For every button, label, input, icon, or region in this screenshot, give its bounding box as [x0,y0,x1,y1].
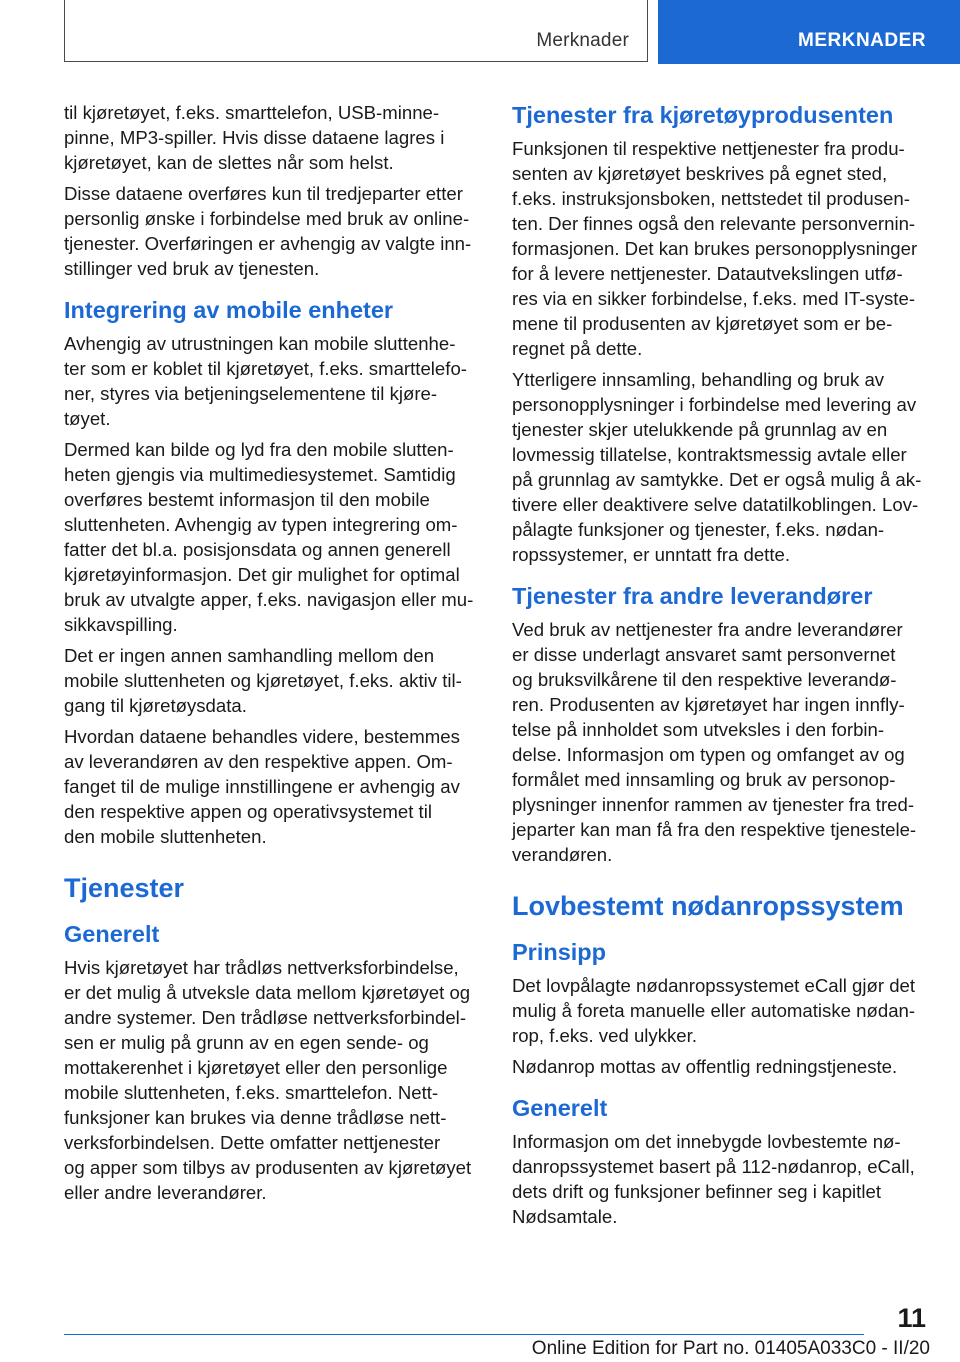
footer-divider [64,1334,864,1335]
paragraph: Ved bruk av nettjenester fra andre leverandører er disse underlagt ansvaret samt personvernet og bruksvilkårene til den respektive leverandø- ren. Produsenten av kjøretøyet har ingen innfly- telse på innholdet som utveksles i den forbin- delse. Informasjon om typen og omfanget av og formålet med innsamling og bruk av personop- plysninger innenfor rammen av tjenester fra tred- jeparter kan man få fra den respektive tjenestele- verandøren. [512,619,917,865]
paragraph: Ytterligere innsamling, behandling og bruk av personopplysninger i forbindelse med levering av tjenester skjer utelukkende på grunnlag av en lovmessig tillatelse, kontraktsmessig avtale eller på grunnlag av samtykke. Det er også mulig å ak- tivere eller deaktivere selve datatilkoblingen. Lov- pålagte funksjoner og tjenester, f.eks. nødan- ropssystemer, er unntatt fra dette. [512,369,922,565]
heading-general: Generelt [64,921,160,947]
left-column [64,100,482,1211]
heading-third-party-services: Tjenester fra andre leverandører [512,583,873,609]
section-label: Merknader [536,30,629,51]
paragraph: Nødanrop mottas av offentlig redningstjeneste. [512,1056,898,1077]
heading-mobile-integration: Integrering av mobile enheter [64,297,394,323]
paragraph: Funksjonen til respektive nettjenester fra produ- senten av kjøretøyet beskrives på egnet sted, f.eks. instruksjonsboken, nettstedet til produsen- ten. Der finnes også den relevante personvernin- formasjonen. Det kan brukes personopplysninger for å levere nettjenester. Datautvekslingen utfø- res via en sikker forbindelse, f.eks. med IT-syste- mene til produsenten av kjøretøyet som er be- regnet på dette. [512,138,918,359]
heading-principle: Prinsipp [512,939,607,965]
paragraph: Det er ingen annen samhandling mellom den mobile sluttenheten og kjøretøyet, f.eks. aktiv til- gang til kjøretøysdata. [64,645,462,716]
heading-general: Generelt [512,1095,608,1121]
section-tab: MERKNADER [658,0,960,64]
heading-manufacturer-services: Tjenester fra kjøretøyprodusenten [512,102,894,128]
paragraph: Dermed kan bilde og lyd fra den mobile slutten- heten gjengis via multimediesystemet. Samtidig overføres bestemt informasjon til den mobile sluttenheten. Avhengig av typen integrering om- fatter det bl.a. posisjonsdata og annen generell kjøretøyinformasjon. Det gir mulighet for optimal bruk av utvalgte apper, f.eks. navigasjon eller mu- sikkavspilling. [64,439,474,635]
page-number: 11 [897,1303,926,1333]
paragraph: Informasjon om det innebygde lovbestemte nø- danropssystemet basert på 112-nødanrop, eCall, dets drift og funksjoner befinner seg i kapitlet Nødsamtale. [512,1131,915,1227]
header-frame [64,0,648,62]
heading-services: Tjenester [64,873,185,903]
paragraph: Hvordan dataene behandles videre, bestemmes av leverandøren av den respektive appen. Om- fanget til de mulige innstillingene er avhengig av den respektive appen og operativsystemet til den mobile sluttenheten. [64,726,460,847]
right-column [512,100,930,1235]
paragraph: til kjøretøyet, f.eks. smarttelefon, USB-minne- pinne, MP3-spiller. Hvis disse dataene lagres i kjøretøyet, kan de slettes når som helst. [64,102,445,173]
paragraph: Disse dataene overføres kun til tredjeparter etter personlig ønske i forbindelse med bruk av online- tjenester. Overføringen er avhengig av valgte inn- stillinger ved bruk av tjenesten. [64,183,472,279]
paragraph: Hvis kjøretøyet har trådløs nettverksforbindelse, er det mulig å utveksle data mellom kjøretøyet og andre systemer. Den trådløse nettverksforbindel- sen er mulig på grunn av en egen sende- og mottakerenhet i kjøretøyet eller den personlige mobile sluttenheten, f.eks. smarttelefon. Nett- funksjoner kan brukes via denne trådløse nett- verksforbindelsen. Dette omfatter nettjenester og apper som tilbys av produsenten av kjøretøyet eller andre leverandører. [64,957,472,1203]
paragraph: Det lovpålagte nødanropssystemet eCall gjør det mulig å foreta manuelle eller automatiske nødan- rop, f.eks. ved ulykker. [512,975,916,1046]
edition-note: Online Edition for Part no. 01405A033C0 - II/20 [531,1338,930,1359]
paragraph: Avhengig av utrustningen kan mobile sluttenhe- ter som er koblet til kjøretøyet, f.eks. smarttelefo- ner, styres via betjeningselementene til kjøre- tøyet. [64,333,467,429]
heading-emergency-call-system: Lovbestemt nødanropssystem [512,891,904,921]
